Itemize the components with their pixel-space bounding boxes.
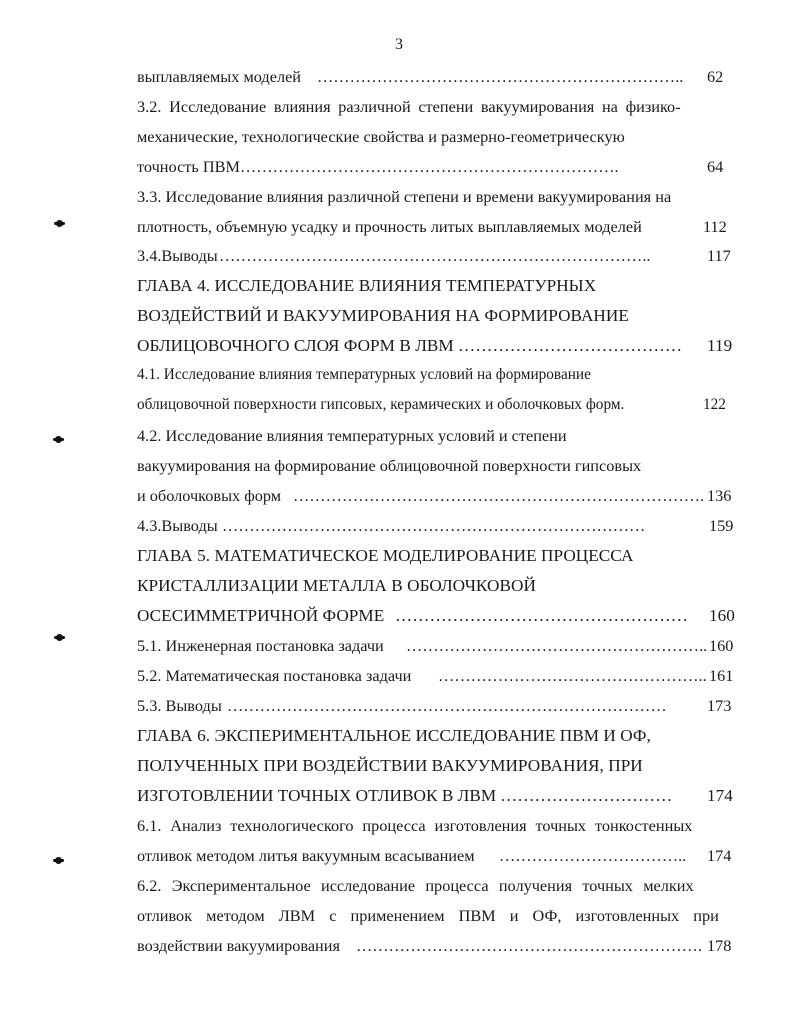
toc-leader: ……………………………………………………………………: [222, 516, 646, 535]
toc-chapter-heading: [0, 576, 798, 600]
toc-line: [0, 187, 798, 211]
toc-page: 160: [709, 636, 734, 655]
toc-line: [0, 217, 798, 241]
toc-text: 6.1. Анализ технологического процесса изготовления точных тонкостенных: [137, 816, 693, 835]
toc-chapter-heading: [0, 756, 798, 780]
toc-text: 5.1. Инженерная постановка задачи: [137, 636, 384, 655]
toc-line: [0, 876, 798, 900]
toc-line: [0, 157, 798, 181]
toc-leader: ………………………………………………..: [406, 636, 708, 655]
toc-chapter-heading: [0, 276, 798, 300]
toc-text: облицовочной поверхности гипсовых, керамических и оболочковых форм.: [137, 396, 625, 413]
toc-page: 160: [709, 606, 735, 625]
toc-text: точность ПВМ: [137, 157, 240, 176]
binding-hole-mark: [55, 857, 62, 864]
toc-line: [0, 366, 798, 390]
toc-text: КРИСТАЛЛИЗАЦИИ МЕТАЛЛА В ОБОЛОЧКОВОЙ: [137, 576, 536, 595]
toc-line: [0, 246, 798, 270]
toc-text: 5.3. Выводы: [137, 696, 222, 715]
toc-leader: …………………………………………..: [438, 666, 707, 685]
toc-page: 119: [707, 336, 733, 355]
toc-text: выплавляемых моделей: [137, 67, 302, 86]
toc-text: 4.2. Исследование влияния температурных условий и степени: [137, 426, 567, 445]
toc-line: [0, 426, 798, 450]
page-number: 3: [395, 36, 403, 53]
toc-page: 174: [707, 786, 733, 805]
toc-leader: ………………………………………………………………….: [293, 486, 705, 505]
toc-chapter-heading: [0, 546, 798, 570]
toc-text: 5.2. Математическая постановка задачи: [137, 666, 412, 685]
toc-text: вакуумирования на формирование облицовочной поверхности гипсовых: [137, 456, 642, 475]
toc-text: 4.1. Исследование влияния температурных условий на формирование: [137, 366, 591, 383]
toc-page: 159: [709, 516, 734, 535]
toc-leader: …………………………………………………………….: [240, 157, 619, 176]
toc-line: [0, 486, 798, 510]
toc-leader: ………………………………………………………………………: [227, 696, 667, 715]
toc-page: 173: [707, 696, 732, 715]
toc-line: [0, 846, 798, 870]
toc-text: ОБЛИЦОВОЧНОГО СЛОЯ ФОРМ В ЛВМ: [137, 336, 454, 355]
toc-line: [0, 97, 798, 121]
toc-text: ПОЛУЧЕННЫХ ПРИ ВОЗДЕЙСТВИИ ВАКУУМИРОВАНИЯ, ПРИ: [137, 756, 643, 775]
binding-hole-mark: [56, 220, 63, 227]
toc-leader: …………………………………: [458, 336, 683, 355]
toc-text: ОСЕСИММЕТРИЧНОЙ ФОРМЕ: [137, 606, 385, 625]
toc-page: 178: [707, 936, 732, 955]
toc-text: воздействии вакуумирования: [137, 936, 340, 955]
toc-text: 6.2. Экспериментальное исследование процесса получения точных мелких: [137, 876, 694, 895]
toc-line: [0, 636, 798, 660]
binding-hole-mark: [55, 436, 62, 443]
toc-line: [0, 906, 798, 930]
toc-text: механические, технологические свойства и размерно-геометрическую: [137, 127, 625, 146]
toc-leader: ……………………………………………: [395, 606, 689, 625]
toc-text: отливок методом ЛВМ с применением ПВМ и ОФ, изготовленных при: [137, 906, 719, 925]
toc-page: 117: [707, 246, 731, 265]
toc-chapter-heading: [0, 306, 798, 330]
toc-chapter-heading: [0, 786, 798, 810]
toc-text: отливок методом литья вакуумным всасыванием: [137, 846, 475, 865]
toc-line: [0, 396, 798, 420]
toc-page: 161: [709, 666, 734, 685]
toc-leader: ……………………………………………………………………..: [219, 246, 651, 265]
toc-line: [0, 516, 798, 540]
toc-line: [0, 67, 798, 91]
toc-line: [0, 696, 798, 720]
toc-text: ГЛАВА 5. МАТЕМАТИЧЕСКОЕ МОДЕЛИРОВАНИЕ ПРОЦЕССА: [137, 546, 634, 565]
toc-text: 3.2. Исследование влияния различной степени вакуумирования на физико-: [137, 97, 681, 116]
toc-line: [0, 816, 798, 840]
toc-leader: …………………………: [500, 786, 673, 805]
toc-line: [0, 936, 798, 960]
toc-line: [0, 456, 798, 480]
toc-text: 3.4.Выводы: [137, 246, 218, 265]
toc-text: и оболочковых форм: [137, 486, 282, 505]
toc-page: 174: [707, 846, 732, 865]
toc-page: 112: [703, 217, 727, 236]
toc-chapter-heading: [0, 336, 798, 360]
toc-page: 64: [707, 157, 724, 176]
toc-text: плотность, объемную усадку и прочность литых выплавляемых моделей: [137, 217, 642, 236]
toc-leader: …………………………………………………………..: [317, 67, 684, 86]
toc-text: 3.3. Исследование влияния различной степени и времени вакуумирования на: [137, 187, 672, 206]
toc-page: 122: [703, 396, 726, 413]
toc-line: [0, 127, 798, 151]
toc-text: ГЛАВА 6. ЭКСПЕРИМЕНТАЛЬНОЕ ИССЛЕДОВАНИЕ ПВМ И ОФ,: [137, 726, 651, 745]
toc-page: 136: [707, 486, 732, 505]
toc-chapter-heading: [0, 726, 798, 750]
toc-text: 4.3.Выводы: [137, 516, 218, 535]
toc-text: ИЗГОТОВЛЕНИИ ТОЧНЫХ ОТЛИВОК В ЛВМ: [137, 786, 497, 805]
toc-page: 62: [707, 67, 724, 86]
toc-line: [0, 666, 798, 690]
binding-hole-mark: [56, 634, 63, 641]
toc-text: ГЛАВА 4. ИССЛЕДОВАНИЕ ВЛИЯНИЯ ТЕМПЕРАТУРНЫХ: [137, 276, 597, 295]
toc-text: ВОЗДЕЙСТВИЙ И ВАКУУМИРОВАНИЯ НА ФОРМИРОВАНИЕ: [137, 306, 629, 325]
toc-leader: ……………………………………………………….: [356, 936, 702, 955]
toc-chapter-heading: [0, 606, 798, 630]
toc-leader: ……………………………..: [499, 846, 687, 865]
